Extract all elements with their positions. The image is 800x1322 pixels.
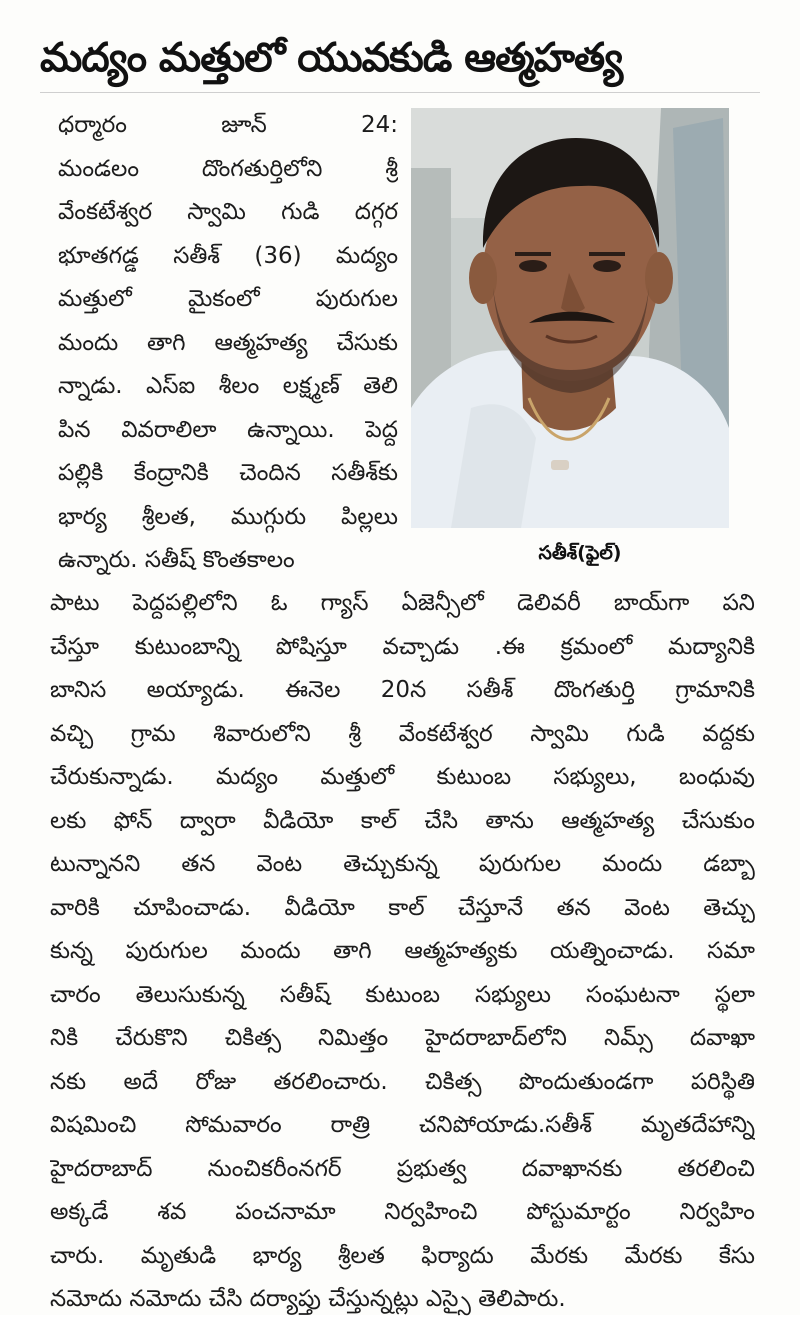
article-word: హైదరాబాద్	[50, 1155, 153, 1182]
article-word: విషమించి	[50, 1112, 137, 1138]
article-word: బానిస	[50, 677, 107, 703]
article-word: ఆత్మహత్యకు	[404, 938, 518, 964]
article-word: గుడి	[626, 720, 665, 747]
article-word: క్రమంలో	[560, 633, 633, 660]
article-text-line	[50, 1061, 755, 1105]
article-word: సతీష్	[279, 981, 331, 1008]
article-word: జూన్	[221, 112, 267, 138]
article-word: సమా	[707, 938, 755, 964]
article-word: మందు	[58, 329, 119, 356]
article-word: స్వామి	[187, 199, 246, 225]
article-word: చారు.	[50, 1242, 105, 1269]
article-text-line	[50, 1148, 755, 1192]
article-body-narrow-column	[58, 104, 398, 583]
article-word: వివరాలిలా	[121, 416, 217, 443]
article-word: పురుగుల	[478, 851, 562, 877]
article-word: భార్య	[58, 503, 107, 530]
article-word: ప్రభుత్వ	[396, 1155, 467, 1182]
article-text-line	[50, 582, 755, 626]
article-word: కుటుంబ	[436, 764, 512, 790]
article-word: తాగి	[333, 938, 372, 964]
article-word: పోస్టుమార్టం	[526, 1199, 631, 1225]
article-word: స్వామి	[530, 720, 589, 747]
article-word: కుటుంబ	[365, 981, 441, 1008]
article-text-line	[50, 974, 755, 1018]
article-word: లక్ష్మణ్	[282, 373, 340, 399]
article-word: తాను	[485, 807, 534, 834]
article-word: బంధువు	[678, 764, 755, 790]
article-text-line	[50, 930, 755, 974]
article-word: ఆత్మహత్య	[561, 807, 655, 834]
article-word: మద్యం	[215, 764, 279, 790]
article-word: గుడి	[281, 199, 320, 225]
article-word: భూతగడ్డ	[58, 242, 139, 269]
article-headline: మద్యం మత్తులో యువకుడి ఆత్మహత్య	[40, 35, 623, 81]
article-word: వీడియో	[284, 894, 355, 921]
article-word: తన	[556, 894, 591, 921]
article-text-line	[50, 1235, 755, 1279]
article-word: యత్నించాడు.	[550, 938, 675, 964]
article-word: ఏజెన్సీలో	[401, 590, 484, 616]
article-word: కుటుంబాన్ని	[134, 633, 240, 660]
article-word: తెలుసుకున్న	[135, 981, 245, 1008]
article-word: వెంట	[624, 894, 670, 921]
article-text-line	[58, 322, 398, 366]
article-word: ఆత్మహత్య	[214, 329, 308, 356]
article-text-line	[58, 365, 398, 409]
article-word: పురుగుల	[125, 938, 208, 964]
article-word: చేరుకున్నాడు.	[50, 764, 174, 790]
article-word: ముగ్గురు	[230, 503, 307, 530]
article-word: సభ్యులు,	[553, 764, 637, 790]
article-text-line	[58, 148, 398, 192]
article-word: ఎస్ఐ	[146, 373, 196, 399]
article-word: కాల్	[388, 894, 425, 921]
article-word: శివారులోని	[213, 720, 311, 747]
article-word: చనిపోయాడు.సతీశ్	[418, 1112, 593, 1138]
article-text-line	[58, 452, 398, 496]
article-word: చేరుకొని	[115, 1025, 188, 1051]
article-word: తరలించి	[677, 1155, 755, 1182]
article-text-line	[58, 104, 398, 148]
article-word: శ్రీలత,	[141, 503, 196, 530]
article-word: వద్దకు	[702, 720, 755, 747]
article-word: వెంట	[256, 851, 303, 877]
article-word: భార్య	[252, 1242, 302, 1269]
article-word: పరిస్థితి	[690, 1068, 755, 1095]
article-text-line	[50, 626, 755, 670]
article-text-line	[50, 800, 755, 844]
article-word: ఫిర్యాదు	[421, 1242, 494, 1269]
article-word: పని	[722, 590, 755, 616]
article-word: డెలివరీ	[516, 590, 581, 616]
article-word: సతీశ్	[173, 242, 221, 269]
article-word: డబ్బా	[703, 851, 755, 877]
article-word: దవాఖా	[689, 1025, 755, 1051]
article-word: శీలం	[218, 373, 260, 399]
article-word: చికిత్స	[224, 1025, 282, 1051]
article-word: లకు	[50, 807, 87, 834]
article-word: తెచ్చుకున్న	[343, 851, 438, 877]
article-text-line	[58, 409, 398, 453]
article-word: శ్రీలత	[337, 1242, 385, 1269]
article-text-line-content: ఉన్నారు. సతీష్ కొంతకాలం	[58, 547, 295, 573]
article-word: మేరకు	[624, 1242, 683, 1269]
article-text-line	[58, 496, 398, 540]
article-word: మండలం	[58, 155, 139, 182]
article-word: పంచనామా	[235, 1199, 336, 1225]
article-word: చేసుకు	[336, 329, 398, 356]
article-word: వేంకటేశ్వర	[58, 199, 153, 225]
article-word: కేంద్రానికి	[133, 460, 209, 486]
article-word: దవాఖానకు	[521, 1155, 623, 1182]
article-word: సంఘటనా	[585, 981, 680, 1008]
article-word: పోషిస్తూ	[275, 633, 347, 660]
article-word: పాటు	[50, 590, 100, 616]
article-word: కాల్	[360, 807, 397, 834]
article-word: అయ్యాడు.	[146, 677, 245, 703]
article-word: పురుగుల	[315, 286, 398, 312]
article-word: మద్యం	[335, 242, 398, 269]
article-text-line	[50, 669, 755, 713]
article-word: శ్రీ	[348, 720, 361, 747]
article-text-line	[50, 756, 755, 800]
article-word: బాయ్‌గా	[613, 590, 690, 616]
article-word: చేసి	[424, 807, 458, 834]
article-word: 24:	[360, 112, 398, 138]
article-text-line	[50, 1191, 755, 1235]
article-word: పిన	[58, 416, 91, 443]
article-word: తెచ్చు	[703, 894, 755, 921]
article-word: మద్యానికి	[668, 633, 755, 660]
article-word: తన	[181, 851, 216, 877]
article-word: రాత్రి	[330, 1112, 371, 1138]
article-word: నిర్వహించి	[384, 1199, 478, 1225]
article-word: శ్రీ	[385, 155, 398, 182]
article-word: చూపించాడు.	[133, 894, 252, 921]
article-word: చెందిన	[239, 460, 301, 486]
article-word: రోజు	[195, 1068, 237, 1095]
article-word: దొంగతుర్తి	[553, 677, 636, 703]
article-word: న్నాడు.	[58, 373, 123, 399]
article-word: మృతదేహాన్ని	[640, 1112, 755, 1138]
article-word: గ్యాస్	[320, 590, 369, 616]
article-text-line-content: నమోదు నమోదు చేసి దర్యాప్తు చేస్తున్నట్లు ఎస్సై తెలిపారు.	[50, 1286, 566, 1312]
article-word: హైదరాబాద్‌లోని	[425, 1025, 567, 1051]
article-word: స్థలా	[714, 981, 755, 1008]
article-word: సోమవారం	[185, 1112, 282, 1138]
article-word: ధర్మారం	[58, 112, 127, 138]
article-word: పల్లికి	[58, 460, 104, 486]
article-word: నిమ్స్	[604, 1025, 653, 1051]
headline-divider	[40, 92, 760, 93]
article-word: నుంచికరీంనగర్	[207, 1155, 342, 1182]
article-word: అక్కడే	[50, 1199, 109, 1225]
article-word: సభ్యులు	[475, 981, 551, 1008]
article-word: మందు	[240, 938, 301, 964]
article-word: పిల్లలు	[341, 503, 398, 530]
article-word: మత్తులో	[58, 286, 132, 312]
article-text-line	[50, 713, 755, 757]
article-word: దగ్గర	[354, 199, 398, 225]
article-text-line	[50, 1104, 755, 1148]
article-word: చేసుకుం	[681, 807, 755, 834]
article-text-line	[50, 887, 755, 931]
article-word: దొంగతుర్తిలోని	[201, 155, 323, 182]
article-word: గ్రామ	[130, 720, 176, 747]
article-text-line	[50, 1017, 755, 1061]
article-word: పొందుతుండగా	[518, 1068, 654, 1095]
article-word: నిర్వహిం	[679, 1199, 755, 1225]
article-word: కున్న	[50, 938, 93, 964]
article-word: మత్తులో	[320, 764, 395, 790]
article-word: చారం	[50, 981, 101, 1008]
article-word: నకు	[50, 1068, 87, 1095]
article-word: టున్నానని	[50, 851, 141, 877]
article-word: పెద్దపల్లిలోని	[132, 590, 238, 616]
article-word: నిమిత్తం	[318, 1025, 389, 1051]
article-word: గ్రామానికి	[675, 677, 755, 703]
article-word: కేసు	[718, 1242, 755, 1269]
article-word: వేంకటేశ్వర	[398, 720, 493, 747]
article-word: వారికి	[50, 894, 100, 921]
article-word: ఈనెల	[285, 677, 341, 703]
article-word: నికి	[50, 1025, 79, 1051]
article-text-line	[50, 843, 755, 887]
article-word: చేస్తూనే	[457, 894, 524, 921]
article-word: వీడియో	[263, 807, 334, 834]
article-word: చేస్తూ	[50, 633, 99, 660]
article-word: మృతుడి	[140, 1242, 217, 1269]
article-word: 20న	[380, 677, 427, 703]
article-word: శవ	[157, 1199, 187, 1225]
article-word: మైకంలో	[187, 286, 260, 312]
article-word: పెద్ద	[365, 416, 398, 443]
person-photo	[411, 108, 729, 528]
article-word: సతీశ్‌కు	[331, 460, 398, 486]
article-word: ద్వారా	[179, 807, 236, 834]
article-word: అదే	[123, 1068, 159, 1095]
article-word: తాగి	[147, 329, 186, 356]
article-word: ఓ	[270, 590, 288, 616]
article-word: చికిత్స	[425, 1068, 482, 1095]
article-word: వచ్చాడు	[382, 633, 460, 660]
article-word: మేరకు	[530, 1242, 589, 1269]
article-text-line	[58, 191, 398, 235]
article-word: (36)	[254, 242, 302, 269]
article-word: ఉన్నాయి.	[247, 416, 335, 443]
photo-caption: సతీశ్‌(ఫైల్‌)	[538, 542, 622, 564]
article-word: వచ్చి	[50, 720, 94, 747]
article-word: తెలి	[363, 373, 398, 399]
person-photo-icon	[411, 108, 729, 528]
article-word: మందు	[602, 851, 663, 877]
article-word: తరలించారు.	[273, 1068, 388, 1095]
article-word: .ఈ	[494, 633, 525, 660]
article-word: సతీశ్	[466, 677, 514, 703]
article-body-wide-column	[50, 582, 755, 1322]
article-text-line	[58, 235, 398, 279]
article-text-line	[58, 278, 398, 322]
article-text-line	[58, 539, 398, 583]
article-word: ఫోన్	[113, 807, 153, 834]
